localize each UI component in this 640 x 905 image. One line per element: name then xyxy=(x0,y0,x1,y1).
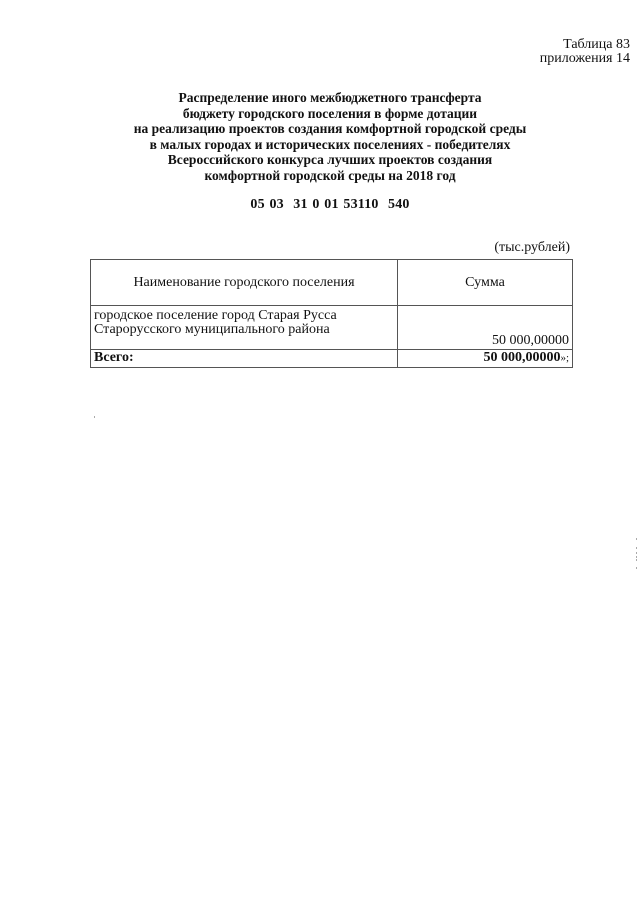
settlement-name-line: Старорусского муниципального района xyxy=(94,322,330,337)
closing-quote-suffix: »; xyxy=(560,352,569,364)
scan-speck xyxy=(636,538,637,540)
scan-speck xyxy=(94,416,95,418)
table-header-row xyxy=(91,260,573,306)
title-line: в малых городах и исторических поселениях - победителях xyxy=(149,136,511,152)
settlement-name-line: городское поселение город Старая Русса xyxy=(94,308,337,323)
scan-speck xyxy=(636,556,637,558)
settlement-name-cell xyxy=(91,306,398,350)
title-line: Распределение иного межбюджетного трансферта xyxy=(178,90,482,105)
title-line: Всероссийского конкурса лучших проектов создания xyxy=(167,152,493,168)
title-line: на реализацию проектов создания комфортной городской среды xyxy=(133,121,527,137)
table-reference xyxy=(540,38,630,66)
scan-speck xyxy=(636,552,637,554)
scan-speck xyxy=(636,547,637,549)
document-title xyxy=(80,90,580,184)
appendix-number: приложения 14 xyxy=(539,51,630,66)
units-label: (тыс.рублей) xyxy=(494,240,570,255)
amount-cell: 50 000,00000 xyxy=(397,306,572,350)
scan-speck xyxy=(636,567,637,569)
column-header-amount: Сумма xyxy=(397,260,572,306)
total-amount-cell xyxy=(397,350,572,368)
title-line: бюджету городского поселения в форме дотации xyxy=(182,105,478,121)
budget-classification-code: 05 03 31 0 01 53110 540 xyxy=(250,197,410,212)
table-number: Таблица 83 xyxy=(563,37,630,52)
scan-speck xyxy=(636,559,637,561)
distribution-table xyxy=(90,259,573,368)
column-header-settlement: Наименование городского поселения xyxy=(91,260,398,306)
table-row xyxy=(91,306,573,350)
total-label: Всего: xyxy=(91,350,398,368)
total-amount: 50 000,00000 xyxy=(483,350,561,365)
total-row xyxy=(91,350,573,368)
title-line: комфортной городской среды на 2018 год xyxy=(204,167,456,183)
